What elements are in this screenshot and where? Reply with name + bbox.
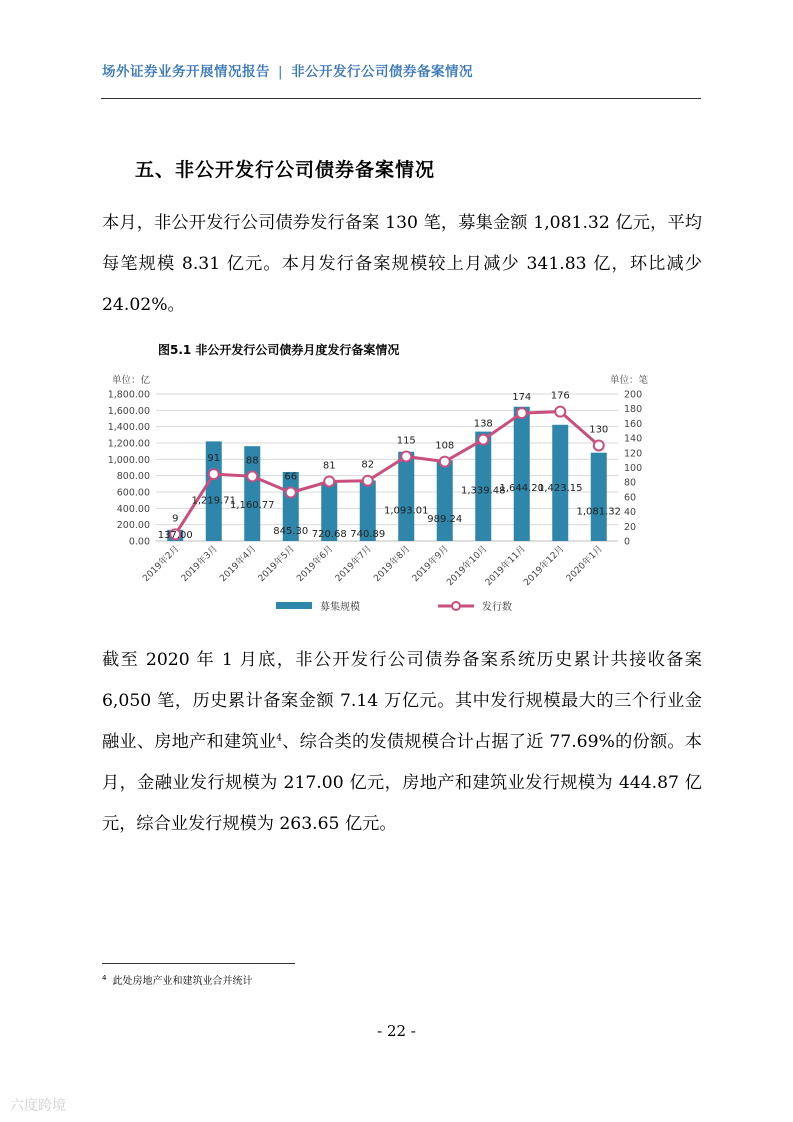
line-marker bbox=[286, 487, 296, 497]
x-tick-label: 2019年11月 bbox=[483, 544, 528, 589]
bar-value-label: 720.68 bbox=[311, 529, 347, 540]
paragraph-cumulative-part1: 截至 2020 年 1 月底，非公开发行公司债券备案系统历史累计共接收备案 6,050 笔，历史累计备案金额 7.14 万亿元。其中发行规模最大的三个行业金融业、房地产和建筑业 bbox=[102, 650, 702, 752]
bar-value-label: 989.24 bbox=[427, 514, 463, 526]
legend-swatch-marker bbox=[452, 602, 460, 610]
left-tick-label: 1,000.00 bbox=[107, 454, 150, 466]
footnote-divider bbox=[102, 963, 295, 964]
left-tick-label: 1,200.00 bbox=[107, 438, 150, 450]
left-tick-label: 1,600.00 bbox=[107, 405, 150, 417]
x-tick-label: 2019年8月 bbox=[372, 544, 413, 585]
line-value-label: 176 bbox=[550, 390, 570, 402]
left-tick-label: 1,800.00 bbox=[107, 389, 150, 401]
right-tick-label: 0 bbox=[624, 536, 631, 548]
bar-value-label: 1,093.01 bbox=[383, 505, 429, 517]
right-tick-label: 40 bbox=[624, 507, 637, 519]
right-tick-label: 80 bbox=[624, 477, 637, 489]
bar-value-label: 1,081.32 bbox=[576, 506, 622, 518]
x-tick-label: 2019年7月 bbox=[333, 544, 374, 585]
bar-value-label: 1,339.48 bbox=[460, 485, 506, 497]
left-axis-unit: 单位：亿 bbox=[111, 375, 150, 386]
right-tick-label: 20 bbox=[624, 521, 637, 533]
left-tick-label: 600.00 bbox=[116, 487, 150, 499]
legend-label-bar: 募集规模 bbox=[320, 602, 360, 613]
right-tick-label: 100 bbox=[624, 463, 643, 474]
x-tick-label: 2019年10月 bbox=[445, 544, 490, 589]
line-value-label: 91 bbox=[207, 453, 221, 465]
watermark-text: 六度跨境 bbox=[10, 1098, 66, 1114]
bar-fundraising bbox=[437, 460, 453, 541]
line-marker bbox=[247, 471, 257, 481]
x-tick-label: 2019年5月 bbox=[256, 544, 297, 585]
header-divider bbox=[101, 98, 701, 99]
bar-fundraising bbox=[514, 407, 530, 541]
footnote-marker: 4 bbox=[102, 973, 107, 982]
line-value-label: 130 bbox=[589, 424, 609, 436]
line-marker bbox=[478, 435, 488, 445]
bar-value-label: 137.00 bbox=[157, 530, 193, 541]
left-tick-label: 400.00 bbox=[116, 503, 150, 515]
paragraph-cumulative bbox=[102, 640, 702, 845]
line-marker bbox=[363, 476, 373, 486]
right-tick-label: 140 bbox=[624, 433, 643, 445]
paragraph-summary: 本月，非公开发行公司债券发行备案 130 笔，募集金额 1,081.32 亿元，平均每笔规模 8.31 亿元。本月发行备案规模较上月减少 341.83 亿，环比减少 24.02%。 bbox=[102, 213, 702, 315]
right-axis-unit: 单位：笔 bbox=[610, 375, 649, 386]
bar-value-label: 1,644.20 bbox=[499, 483, 545, 494]
x-tick-label: 2019年9月 bbox=[410, 544, 451, 585]
bar-value-label: 740.89 bbox=[350, 529, 386, 540]
left-tick-label: 1,400.00 bbox=[107, 422, 150, 434]
monthly-filing-chart bbox=[90, 368, 680, 618]
line-marker bbox=[209, 469, 219, 479]
right-tick-label: 60 bbox=[624, 492, 637, 504]
left-tick-label: 200.00 bbox=[116, 520, 150, 532]
legend-swatch-bar bbox=[276, 602, 312, 609]
x-tick-label: 2019年3月 bbox=[179, 544, 220, 585]
line-value-label: 81 bbox=[322, 460, 336, 472]
line-value-label: 108 bbox=[435, 440, 455, 452]
bar-fundraising bbox=[398, 452, 414, 541]
x-tick-label: 2019年12月 bbox=[522, 544, 567, 589]
line-value-label: 174 bbox=[512, 392, 532, 404]
bar-value-label: 845.30 bbox=[273, 525, 309, 537]
bar-value-label: 1,219.71 bbox=[191, 495, 237, 507]
x-tick-label: 2019年2月 bbox=[141, 544, 182, 585]
bar-value-label: 1,160.77 bbox=[229, 500, 275, 512]
x-tick-label: 2019年6月 bbox=[295, 544, 336, 585]
x-tick-label: 2019年4月 bbox=[218, 544, 259, 585]
right-tick-label: 200 bbox=[624, 389, 643, 401]
paragraph-cumulative-part2: 、综合类的发债规模合计占据了近 77.69%的份额。本月，金融业发行规模为 217.00 亿元，房地产和建筑业发行规模为 444.87 亿元，综合业发行规模为 263.65 亿元。 bbox=[102, 732, 702, 834]
left-tick-label: 800.00 bbox=[116, 471, 150, 483]
header-report-title: 场外证券业务开展情况报告 bbox=[102, 64, 270, 80]
left-tick-label: 0.00 bbox=[128, 536, 150, 548]
line-value-label: 88 bbox=[245, 455, 259, 467]
line-marker bbox=[440, 457, 450, 467]
line-value-label: 9 bbox=[172, 513, 179, 525]
line-marker bbox=[594, 440, 604, 450]
right-tick-label: 160 bbox=[624, 418, 643, 430]
line-value-label: 82 bbox=[361, 459, 375, 471]
line-marker bbox=[324, 476, 334, 486]
line-marker bbox=[517, 408, 527, 418]
line-value-label: 138 bbox=[473, 418, 493, 430]
line-marker bbox=[401, 451, 411, 461]
footnote-reference[interactable]: 4 bbox=[276, 733, 282, 744]
footnote-text: 此处房地产业和建筑业合并统计 bbox=[112, 976, 253, 987]
header-section-title: 非公开发行公司债券备案情况 bbox=[291, 64, 474, 80]
right-tick-label: 120 bbox=[624, 448, 643, 460]
page-number: - 22 - bbox=[377, 1022, 416, 1040]
section-title: 五、非公开发行公司债券备案情况 bbox=[135, 159, 436, 181]
line-marker bbox=[555, 407, 565, 417]
header-separator: | bbox=[278, 64, 284, 80]
x-tick-label: 2020年1月 bbox=[564, 544, 605, 585]
right-tick-label: 180 bbox=[624, 404, 643, 416]
line-value-label: 115 bbox=[396, 435, 416, 447]
figure-title: 图5.1 非公开发行公司债券月度发行备案情况 bbox=[158, 343, 400, 357]
running-header bbox=[102, 60, 473, 80]
bar-value-label: 1,423.15 bbox=[537, 483, 583, 494]
line-value-label: 66 bbox=[284, 471, 298, 483]
bar-fundraising bbox=[591, 453, 607, 541]
chart-legend bbox=[276, 600, 512, 613]
legend-label-line: 发行数 bbox=[482, 602, 512, 613]
footnote bbox=[102, 972, 252, 987]
